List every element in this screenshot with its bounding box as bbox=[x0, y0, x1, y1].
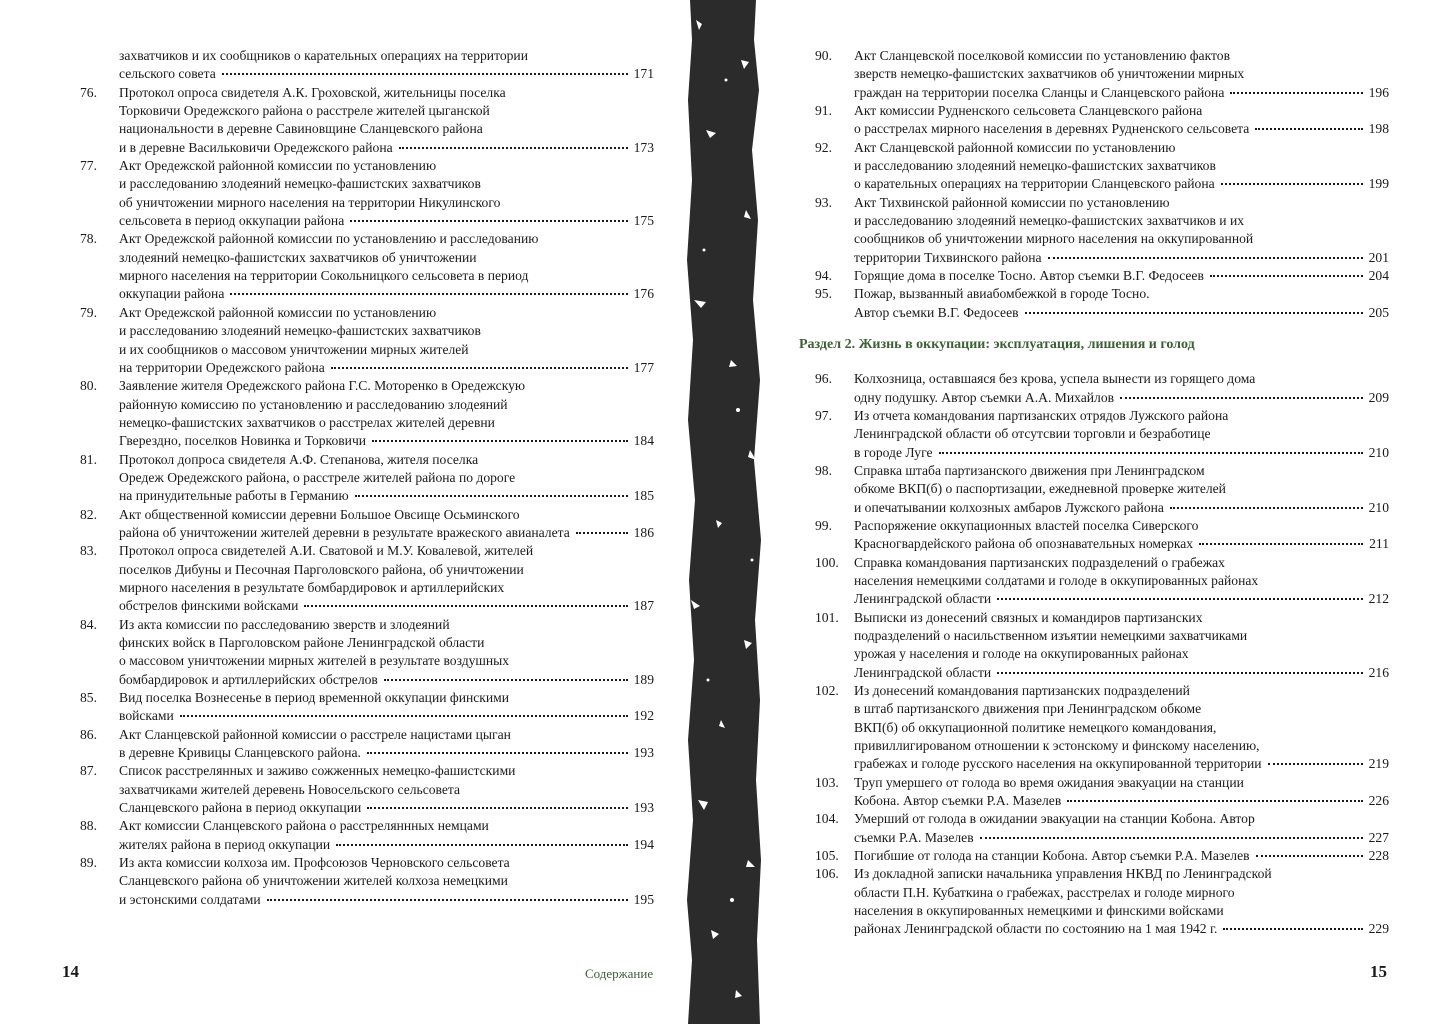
toc-entry-line: об уничтожении мирного населения на территории Никулинского bbox=[119, 194, 501, 210]
toc-entry-line: области П.Н. Кубаткина о грабежах, расстрелах и голоде мирного bbox=[854, 884, 1235, 900]
toc-entry-line bbox=[119, 744, 654, 762]
section-heading: Раздел 2. Жизнь в оккупации: эксплуатация, лишения и голод bbox=[799, 337, 1195, 353]
toc-entry-line: Акт Сланцевской районной комиссии по установлению bbox=[854, 139, 1176, 155]
toc-entry-number: 99. bbox=[815, 517, 832, 533]
dot-leader bbox=[997, 598, 1362, 600]
toc-entry-title bbox=[119, 616, 654, 689]
toc-entry-line: Из донесений командования партизанских подразделений bbox=[854, 683, 1190, 698]
toc-entry-number: 86. bbox=[80, 726, 97, 742]
toc-entry-line: Колхозница, оставшаяся без крова, успела вынести из горящего дома bbox=[854, 371, 1256, 387]
dot-leader bbox=[372, 440, 628, 442]
toc-entry-page: 219 bbox=[1368, 756, 1389, 772]
toc-entry-number: 77. bbox=[80, 158, 97, 174]
toc-entry-line bbox=[854, 120, 1389, 138]
toc-entry-line: Из отчета командования партизанских отрядов Лужского района bbox=[854, 407, 1229, 423]
toc-entry-page: 177 bbox=[633, 359, 654, 375]
toc-entry-line: Протокол допроса свидетеля А.Ф. Степанова, жителя поселка bbox=[119, 451, 479, 467]
toc-entry-line bbox=[854, 389, 1389, 407]
toc-entry-number: 106. bbox=[815, 866, 839, 882]
toc-entry[interactable] bbox=[80, 304, 654, 377]
toc-entry-page: 201 bbox=[1368, 249, 1389, 265]
dot-leader bbox=[350, 220, 627, 222]
toc-entry-line: мирного населения в результате бомбардировок и артиллерийских bbox=[119, 579, 505, 595]
toc-entry-line bbox=[854, 444, 1389, 462]
toc-entry-line-text: на принудительные работы в Германию bbox=[119, 488, 349, 504]
toc-entry-number: 91. bbox=[815, 103, 832, 119]
toc-entry-line: населения в оккупированных немецкими и финскими войсками bbox=[854, 903, 1224, 919]
toc-entry-line: обкоме ВКП(б) о паспортизации, ежедневной проверке жителей bbox=[854, 481, 1226, 497]
toc-entry-page: 227 bbox=[1368, 829, 1389, 845]
toc-entry-line: Выписки из донесений связных и командиров партизанских bbox=[854, 609, 1203, 625]
toc-entry-line bbox=[119, 359, 654, 377]
toc-entry-line-text: территории Тихвинского района bbox=[854, 249, 1042, 265]
toc-entry-number: 94. bbox=[815, 268, 832, 284]
dot-leader bbox=[267, 899, 628, 901]
toc-entry-line bbox=[854, 847, 1389, 865]
toc-entry-line bbox=[854, 499, 1389, 517]
toc-entry-number: 82. bbox=[80, 506, 97, 522]
toc-entry-line bbox=[854, 175, 1389, 193]
toc-entry-title bbox=[119, 304, 654, 377]
toc-entry-title bbox=[854, 194, 1389, 267]
toc-entry-number: 92. bbox=[815, 139, 832, 155]
toc-entry[interactable] bbox=[815, 847, 1389, 865]
toc-entry-number: 78. bbox=[80, 231, 97, 247]
toc-entry-title bbox=[854, 517, 1389, 554]
dot-leader bbox=[1255, 128, 1362, 130]
toc-entry-number: 98. bbox=[815, 462, 832, 478]
toc-entry-title bbox=[854, 774, 1389, 811]
toc-entry[interactable] bbox=[815, 810, 1389, 847]
toc-entry-line bbox=[119, 707, 654, 725]
dot-leader bbox=[1048, 257, 1363, 259]
toc-entry-line: Сланцевского района об уничтожении жителей колхоза немецкими bbox=[119, 873, 508, 889]
toc-entry-line: злодеяний немецко-фашистских захватчиков об уничтожении bbox=[119, 249, 477, 265]
toc-entry-line: сообщников об уничтожении мирного населения на оккупированной bbox=[854, 231, 1254, 247]
toc-entry-line: Акт Сланцевской поселковой комиссии по установлению фактов bbox=[854, 48, 1230, 63]
toc-entry-line: национальности в деревне Савиновщине Сланцевского района bbox=[119, 121, 483, 137]
toc-entry-number: 97. bbox=[815, 407, 832, 423]
page-number-right: 15 bbox=[1370, 962, 1387, 981]
toc-entry-number: 93. bbox=[815, 194, 832, 210]
toc-entry-title bbox=[854, 370, 1389, 407]
toc-entry-number: 88. bbox=[80, 818, 97, 834]
dot-leader bbox=[367, 807, 627, 809]
toc-entry-line bbox=[854, 920, 1389, 938]
toc-entry[interactable] bbox=[80, 377, 654, 450]
toc-entry-line: зверств немецко-фашистских захватчиков об уничтожении мирных bbox=[854, 66, 1245, 82]
spine-grunge-texture bbox=[686, 0, 762, 1024]
toc-entry-line-text: Ленинградской области bbox=[854, 664, 992, 680]
toc-entry-page: 194 bbox=[633, 836, 654, 852]
toc-entry[interactable] bbox=[815, 517, 1389, 554]
toc-entry-page: 211 bbox=[1369, 536, 1389, 552]
dot-leader bbox=[1170, 507, 1363, 509]
toc-entry-page: 193 bbox=[633, 745, 654, 761]
toc-entry-title bbox=[119, 854, 654, 909]
toc-entry-line bbox=[854, 304, 1389, 322]
toc-entry-title bbox=[119, 157, 654, 230]
toc-entry-page: 216 bbox=[1368, 664, 1389, 680]
toc-entry-line: и расследованию злодеяний немецко-фашистских захватчиков bbox=[854, 158, 1216, 174]
toc-entry-page: 198 bbox=[1368, 121, 1389, 137]
toc-entry-line bbox=[854, 267, 1389, 285]
toc-entry-title bbox=[119, 506, 654, 543]
dot-leader bbox=[230, 293, 627, 295]
toc-entry-line: мирного населения на территории Сокольницкого сельсовета в период bbox=[119, 268, 529, 284]
toc-entry-title bbox=[119, 230, 654, 303]
toc-entry-line: и их сообщников о массовом уничтожении мирных жителей bbox=[119, 341, 469, 357]
toc-entry-page: 226 bbox=[1368, 793, 1389, 809]
toc-entry-page: 205 bbox=[1368, 304, 1389, 320]
toc-entry-number: 100. bbox=[815, 554, 839, 570]
toc-entry-line-text: и опечатывании колхозных амбаров Лужского района bbox=[854, 499, 1164, 515]
toc-entry-page: 228 bbox=[1368, 848, 1389, 864]
toc-entry-page: 210 bbox=[1368, 499, 1389, 515]
toc-entry-line: Список расстрелянных и заживо сожженных немецко-фашистскими bbox=[119, 763, 516, 779]
dot-leader bbox=[1199, 543, 1363, 545]
toc-entry-number: 104. bbox=[815, 811, 839, 827]
toc-entry-line bbox=[119, 65, 654, 83]
toc-entry-line: Из докладной записки начальника управления НКВД по Ленинградской bbox=[854, 866, 1272, 882]
dot-leader bbox=[1067, 800, 1362, 802]
toc-entry-line bbox=[854, 84, 1389, 102]
toc-entry-title bbox=[854, 847, 1389, 865]
toc-entry-title bbox=[119, 817, 654, 854]
toc-entry-page: 209 bbox=[1368, 389, 1389, 405]
dot-leader bbox=[1223, 928, 1362, 930]
toc-entry-number: 90. bbox=[815, 48, 832, 63]
toc-entry-line bbox=[854, 590, 1389, 608]
toc-entry-number: 95. bbox=[815, 286, 832, 302]
dot-leader bbox=[384, 679, 628, 681]
dot-leader bbox=[180, 715, 628, 717]
toc-entry-line-text: Кобона. Автор съемки Р.А. Мазелев bbox=[854, 793, 1062, 809]
toc-entry-line bbox=[119, 487, 654, 505]
dot-leader bbox=[939, 452, 1363, 454]
toc-entry-line-text: и эстонскими солдатами bbox=[119, 891, 261, 907]
toc-entry-page: 199 bbox=[1368, 176, 1389, 192]
toc-entry-line bbox=[854, 792, 1389, 810]
toc-entry[interactable] bbox=[815, 102, 1389, 139]
toc-entry-page: 196 bbox=[1368, 84, 1389, 100]
toc-entry-number: 102. bbox=[815, 683, 839, 698]
dot-leader bbox=[367, 752, 628, 754]
toc-entry-title bbox=[119, 542, 654, 615]
dot-leader bbox=[399, 147, 628, 149]
dot-leader bbox=[1221, 183, 1363, 185]
dot-leader bbox=[355, 495, 628, 497]
toc-entry-line: Акт комиссии Рудненского сельсовета Сланцевского района bbox=[854, 103, 1203, 119]
toc-entry-line-text: бомбардировок и артиллерийских обстрелов bbox=[119, 671, 378, 687]
toc-entry-line: и расследованию злодеяний немецко-фашистских захватчиков и их bbox=[854, 213, 1245, 229]
toc-entry[interactable] bbox=[815, 285, 1389, 322]
toc-entry-line-text: оккупации района bbox=[119, 286, 225, 302]
dot-leader bbox=[222, 73, 628, 75]
dot-leader bbox=[1120, 397, 1363, 399]
toc-entry-title bbox=[854, 267, 1389, 285]
toc-entry-line: о массовом уничтожении мирных жителей в результате воздушных bbox=[119, 653, 510, 669]
toc-entry-line bbox=[119, 212, 654, 230]
dot-leader bbox=[331, 367, 628, 369]
toc-entry-line: финских войск в Парголовском районе Ленинградской области bbox=[119, 635, 485, 650]
toc-entry-line: поселков Дибуны и Песочная Парголовского района, об уничтожении bbox=[119, 561, 524, 577]
toc-entry-line bbox=[854, 249, 1389, 267]
toc-entry-page: 171 bbox=[633, 66, 654, 82]
right-page bbox=[762, 0, 1451, 1024]
toc-entry[interactable] bbox=[815, 774, 1389, 811]
toc-entry-title bbox=[119, 84, 654, 157]
toc-entry[interactable] bbox=[815, 462, 1389, 517]
toc-entry-line: и расследованию злодеяний немецко-фашистских захватчиков bbox=[119, 176, 481, 192]
toc-entry-number: 96. bbox=[815, 371, 832, 387]
toc-entry[interactable] bbox=[80, 84, 654, 157]
dot-leader bbox=[1210, 275, 1363, 277]
toc-entry-page: 229 bbox=[1368, 921, 1389, 937]
toc-section-1-entries bbox=[815, 47, 1389, 322]
toc-entry-line: привиллигированом отношении к эстонскому и финскому населению, bbox=[854, 738, 1260, 754]
toc-entry-line: захватчиков и их сообщников о карательных операциях на территории bbox=[119, 48, 528, 63]
toc-entry-line-text: Сланцевского района в период оккупации bbox=[119, 800, 362, 816]
dot-leader bbox=[576, 532, 628, 534]
dot-leader bbox=[336, 844, 627, 846]
dot-leader bbox=[304, 605, 627, 607]
toc-entry-title bbox=[854, 865, 1389, 938]
toc-entry-page: 204 bbox=[1368, 268, 1389, 284]
toc-entry-line bbox=[119, 524, 654, 542]
toc-entry-line bbox=[119, 139, 654, 157]
toc-entry-line: Оредеж Оредежского района, о расстреле жителей района по дороге bbox=[119, 469, 516, 485]
toc-section-2-entries bbox=[815, 370, 1389, 939]
toc-entry[interactable] bbox=[815, 554, 1389, 609]
dot-leader bbox=[1025, 312, 1363, 314]
toc-entry-number: 80. bbox=[80, 378, 97, 394]
toc-entry[interactable] bbox=[80, 854, 654, 909]
toc-entry-title bbox=[119, 689, 654, 726]
toc-entry-line bbox=[854, 535, 1389, 553]
toc-entry-line bbox=[854, 755, 1389, 773]
toc-entry-page: 185 bbox=[633, 488, 654, 504]
toc-entry-line: Ленинградской области об отсутсвии торговли и безработице bbox=[854, 426, 1211, 442]
toc-entry[interactable] bbox=[80, 506, 654, 543]
toc-entry[interactable] bbox=[815, 194, 1389, 267]
toc-entry-line bbox=[119, 597, 654, 615]
toc-entry-line bbox=[854, 829, 1389, 847]
toc-entry[interactable] bbox=[80, 817, 654, 854]
toc-entry-line-text: района об уничтожении жителей деревни в результате вражеского авианалета bbox=[119, 524, 570, 540]
toc-entry-title bbox=[119, 47, 654, 84]
page-number-left: 14 bbox=[62, 962, 79, 981]
toc-entry-number: 84. bbox=[80, 616, 97, 632]
toc-entry-line-text: войсками bbox=[119, 708, 174, 724]
toc-entry-title bbox=[854, 554, 1389, 609]
toc-entry-line-text: сельского совета bbox=[119, 66, 216, 82]
toc-entry-line-text: грабежах и голоде русского населения на оккупированной территории bbox=[854, 756, 1262, 772]
toc-entry-line bbox=[119, 891, 654, 909]
dot-leader bbox=[980, 837, 1363, 839]
toc-entry-line: Из акта комиссии по расследованию зверств и злодеяний bbox=[119, 616, 450, 632]
toc-list-right bbox=[799, 47, 1389, 939]
toc-entry-line: Акт Оредежской районной комиссии по установлению bbox=[119, 304, 437, 320]
toc-entry-line-text: съемки Р.А. Мазелев bbox=[854, 829, 974, 845]
toc-entry-line: Вид поселка Вознесенье в период временной оккупации финскими bbox=[119, 690, 510, 706]
toc-entry[interactable] bbox=[815, 682, 1389, 774]
toc-entry-line-text: жителях района в период оккупации bbox=[119, 836, 331, 852]
dot-leader bbox=[1230, 92, 1362, 94]
toc-entry-title bbox=[119, 762, 654, 817]
toc-entry[interactable] bbox=[80, 230, 654, 303]
toc-entry-line: ВКП(б) об оккупационной политике немецкого командования, bbox=[854, 719, 1217, 735]
toc-entry-line bbox=[854, 664, 1389, 682]
toc-entry-line-text: о карательных операциях на территории Сланцевского района bbox=[854, 176, 1215, 192]
toc-entry-line: Пожар, вызванный авиабомбежкой в городе Тосно. bbox=[854, 286, 1150, 302]
toc-entry-number: 87. bbox=[80, 763, 97, 779]
toc-entry-line bbox=[119, 432, 654, 450]
toc-entry-number: 89. bbox=[80, 855, 97, 871]
toc-entry[interactable] bbox=[815, 370, 1389, 407]
toc-entry-line: Акт комиссии Сланцевского района о расстреляннных немцами bbox=[119, 818, 489, 834]
toc-entry-line: Труп умершего от голода во время ожидания эвакуации на станции bbox=[854, 774, 1244, 790]
toc-entry-title bbox=[854, 47, 1389, 102]
toc-entry-line: Умерший от голода в ожидании эвакуации на станции Кобона. Автор bbox=[854, 811, 1255, 827]
toc-entry-line-text: в деревне Кривицы Сланцевского района. bbox=[119, 745, 361, 761]
toc-entry[interactable] bbox=[80, 726, 654, 763]
toc-entry-line: Справка командования партизанских подразделений о грабежах bbox=[854, 554, 1225, 570]
left-page bbox=[0, 0, 686, 1024]
toc-entry-title bbox=[854, 139, 1389, 194]
toc-entry-number: 85. bbox=[80, 690, 97, 706]
toc-entry-number: 83. bbox=[80, 543, 97, 559]
toc-entry-page: 175 bbox=[633, 213, 654, 229]
toc-entry-number: 81. bbox=[80, 451, 97, 467]
toc-entry-title bbox=[854, 102, 1389, 139]
toc-entry-line-text: обстрелов финскими войсками bbox=[119, 598, 299, 614]
toc-entry-line: Акт Тихвинской районной комиссии по установлению bbox=[854, 194, 1170, 210]
toc-entry-line-text: на территории Оредежского района bbox=[119, 359, 325, 375]
toc-entry-line: урожая у населения и голоде на оккупированных районах bbox=[854, 646, 1189, 662]
toc-entry-line: Из акта комиссии колхоза им. Профсоюзов Черновского сельсовета bbox=[119, 855, 510, 871]
toc-entry-line: и расследованию злодеяний немецко-фашистских захватчиков bbox=[119, 323, 481, 339]
toc-entry-line bbox=[119, 799, 654, 817]
toc-entry-line-text: Горящие дома в поселке Тосно. Автор съемки В.Г. Федосеев bbox=[854, 268, 1204, 284]
toc-entry-line bbox=[119, 285, 654, 303]
toc-entry-page: 193 bbox=[633, 800, 654, 816]
toc-entry[interactable] bbox=[80, 616, 654, 689]
toc-entry-page: 184 bbox=[633, 433, 654, 449]
toc-entry[interactable] bbox=[80, 47, 654, 84]
toc-entry[interactable] bbox=[80, 542, 654, 615]
toc-entry-page: 195 bbox=[633, 891, 654, 907]
toc-entry-page: 210 bbox=[1368, 444, 1389, 460]
toc-entry[interactable] bbox=[815, 865, 1389, 938]
toc-entry-line-text: граждан на территории поселка Сланцы и Сланцевского района bbox=[854, 84, 1225, 100]
toc-entry-title bbox=[854, 407, 1389, 462]
dot-leader bbox=[1268, 763, 1363, 765]
toc-entry-line-text: сельсовета в период оккупации района bbox=[119, 213, 345, 229]
toc-list-left bbox=[80, 47, 654, 909]
toc-entry[interactable] bbox=[80, 689, 654, 726]
toc-entry-line: Торковичи Оредежского района о расстреле жителей цыганской bbox=[119, 103, 490, 119]
toc-entry-page: 187 bbox=[633, 598, 654, 614]
toc-entry-number: 76. bbox=[80, 84, 97, 100]
toc-entry-line: Акт общественной комиссии деревни Большое Овсище Осьминского bbox=[119, 506, 520, 522]
toc-entry-line-text: районах Ленинградской области по состоянию на 1 мая 1942 г. bbox=[854, 921, 1218, 937]
toc-entry[interactable] bbox=[815, 407, 1389, 462]
dot-leader bbox=[997, 672, 1362, 674]
toc-entry-line bbox=[119, 836, 654, 854]
toc-entry-line: Акт Оредежской районной комиссии по установлению bbox=[119, 158, 437, 174]
toc-entry-line-text: в городе Луге bbox=[854, 444, 933, 460]
toc-entry[interactable] bbox=[815, 139, 1389, 194]
toc-entry-number: 105. bbox=[815, 848, 839, 864]
toc-entry[interactable] bbox=[815, 609, 1389, 682]
toc-entry-line: Справка штаба партизанского движения при Ленинградском bbox=[854, 462, 1205, 478]
toc-entry-title bbox=[854, 609, 1389, 682]
toc-entry-line: Протокол опроса свидетеля А.К. Гроховской, жительницы поселка bbox=[119, 84, 506, 100]
toc-entry-line: населения немецкими солдатами и голоде в оккупированных районах bbox=[854, 572, 1259, 588]
toc-entry-line-text: Погибшие от голода на станции Кобона. Автор съемки Р.А. Мазелев bbox=[854, 848, 1250, 864]
toc-entry-page: 186 bbox=[633, 524, 654, 540]
toc-entry[interactable] bbox=[815, 47, 1389, 102]
toc-entry-number: 103. bbox=[815, 774, 839, 790]
toc-entry-line-text: Ленинградской области bbox=[854, 591, 992, 607]
toc-entry-title bbox=[854, 810, 1389, 847]
toc-entry-line: районную комиссию по установлению и расследованию злодеяний bbox=[119, 396, 508, 412]
toc-entry[interactable] bbox=[80, 157, 654, 230]
toc-entry-line: в штаб партизанского движения при Ленинградском обкоме bbox=[854, 701, 1202, 717]
toc-entry-line: немецко-фашистских захватчиков о расстрелах жителей деревни bbox=[119, 414, 495, 430]
toc-entry-line bbox=[119, 671, 654, 689]
toc-entry-page: 189 bbox=[633, 671, 654, 687]
toc-entry-page: 173 bbox=[633, 139, 654, 155]
toc-entry-line-text: одну подушку. Автор съемки А.А. Михайлов bbox=[854, 389, 1115, 405]
toc-entry-number: 101. bbox=[815, 609, 839, 625]
toc-entry-line: захватчиками жителей деревень Новосельского сельсовета bbox=[119, 781, 461, 797]
dot-leader bbox=[1256, 855, 1363, 857]
toc-entry-line: Акт Сланцевской районной комиссии о расстреле нацистами цыган bbox=[119, 726, 511, 742]
toc-entry-line-text: Автор съемки В.Г. Федосеев bbox=[854, 304, 1019, 320]
toc-entry[interactable] bbox=[80, 451, 654, 506]
toc-entry-title bbox=[119, 451, 654, 506]
toc-entry[interactable] bbox=[815, 267, 1389, 285]
toc-entry-title bbox=[854, 285, 1389, 322]
toc-entry-line: Заявление жителя Оредежского района Г.С. Моторенко в Оредежскую bbox=[119, 378, 526, 394]
toc-entry-page: 192 bbox=[633, 708, 654, 724]
toc-entry-line: подразделений о насильственном изъятии немецкими захватчиками bbox=[854, 627, 1248, 643]
toc-entry[interactable] bbox=[80, 762, 654, 817]
toc-entry-page: 212 bbox=[1368, 591, 1389, 607]
toc-entry-title bbox=[854, 462, 1389, 517]
toc-entry-line: Распоряжение оккупационных властей поселка Сиверского bbox=[854, 517, 1199, 533]
toc-entry-line: Протокол опроса свидетелей А.И. Сватовой и М.У. Ковалевой, жителей bbox=[119, 543, 534, 559]
toc-entry-number: 79. bbox=[80, 304, 97, 320]
toc-entry-line-text: Красногвардейского района об опознавательных номерках bbox=[854, 536, 1194, 552]
toc-entry-page: 176 bbox=[633, 286, 654, 302]
toc-entry-line-text: о расстрелах мирного населения в деревнях Рудненского сельсовета bbox=[854, 121, 1250, 137]
running-head: Содержание bbox=[585, 966, 654, 981]
toc-entry-line: Акт Оредежской районной комиссии по установлению и расследованию bbox=[119, 231, 539, 247]
toc-entry-title bbox=[119, 377, 654, 450]
toc-entry-title bbox=[119, 726, 654, 763]
toc-entry-title bbox=[854, 682, 1389, 774]
toc-entry-line-text: Гверездно, поселков Новинка и Торковичи bbox=[119, 433, 367, 449]
toc-entry-line-text: и в деревне Васильковичи Оредежского района bbox=[119, 139, 393, 155]
